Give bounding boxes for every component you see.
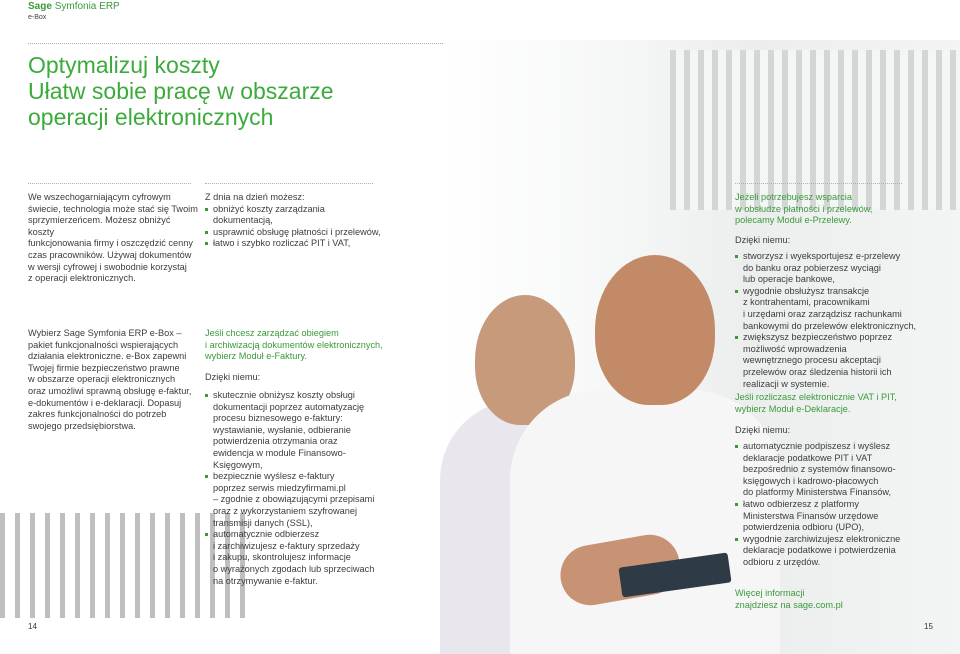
benefits-intro: Z dnia na dzień możesz: bbox=[205, 192, 305, 202]
efaktury-thanks: Dzięki niemu: bbox=[205, 372, 261, 382]
list-item: usprawnić obsługę płatności i przelewów, bbox=[205, 227, 385, 239]
efaktury-benefits bbox=[205, 390, 395, 587]
list-item: automatycznie podpiszesz i wyślesz deklaracje podatkowe PIT i VAT bezpośrednio z systemów finansowo- księgowych i kadrowo-płacowych do platformy Ministerstwa Finansów, bbox=[735, 441, 935, 499]
edeklaracje-recommendation: Jeśli rozliczasz elektronicznie VAT i PIT, wybierz Moduł e-Deklaracje. bbox=[735, 392, 897, 414]
list-item: wygodnie zarchiwizujesz elektroniczne deklaracje podatkowe i potwierdzenia odbioru z urzędów. bbox=[735, 534, 935, 569]
edeklaracje-thanks: Dzięki niemu: bbox=[735, 425, 791, 435]
edeklaracje-benefits bbox=[735, 441, 935, 569]
divider-col2 bbox=[205, 183, 373, 184]
list-item: zwiększysz bezpieczeństwo poprzez możliwość wprowadzenia wewnętrznego procesu akceptacji przelewów oraz śledzenia historii ich realizacji w systemie. bbox=[735, 332, 935, 390]
efaktury-recommendation: Jeśli chcesz zarządzać obiegiem i archiwizacją dokumentów elektronicznych, wybierz Moduł e-Faktury. bbox=[205, 328, 383, 362]
list-item: łatwo odbierzesz z platformy Ministerstwa Finansów urzędowe potwierdzenia odbioru (UPO), bbox=[735, 499, 935, 534]
list-item: skutecznie obniżysz koszty obsługi dokumentacji poprzez automatyzację procesu biznesowego e-faktury: wystawianie, wysłanie, odbieranie potwierdzenia otrzymania oraz ewidencja w module Finansowo- Księgowym, bbox=[205, 390, 395, 471]
page-headline: Optymalizuj koszty Ułatw sobie pracę w obszarze operacji elektronicznych bbox=[28, 52, 334, 130]
eprzelewy-benefits bbox=[735, 251, 935, 390]
divider-top bbox=[28, 43, 443, 44]
page-number-right: 15 bbox=[924, 622, 933, 631]
eprzelewy-recommendation: Jeżeli potrzebujesz wsparcia w obsłudze płatności i przelewów, polecamy Moduł e-Przelewy. bbox=[735, 192, 873, 226]
eprzelewy-thanks: Dzięki niemu: bbox=[735, 235, 791, 245]
list-item: łatwo i szybko rozliczać PIT i VAT, bbox=[205, 238, 385, 250]
benefits-block bbox=[205, 192, 385, 250]
more-info-link[interactable]: Więcej informacji znajdziesz na sage.com.pl bbox=[735, 588, 843, 610]
intro-paragraph: We wszechogarniającym cyfrowym świecie, technologia może stać się Twoim sprzymierzeńcem. Możesz obniżyć koszty funkcjonowania firmy i oszczędzić cenny czas pracowników. Używaj dokumentów w wersji cyfrowej i swobodnie korzystaj z operacji elektronicznych. bbox=[28, 192, 198, 284]
divider-col1 bbox=[28, 183, 191, 184]
list-item: wygodnie obsłużysz transakcje z kontrahentami, pracownikami i urzędami oraz zarządzisz rachunkami bankowymi do przelewów elektronicznych, bbox=[735, 286, 935, 332]
divider-col3 bbox=[735, 183, 902, 184]
ebox-paragraph: Wybierz Sage Symfonia ERP e-Box – pakiet funkcjonalności wspierających działania elektroniczne. e-Box zapewni Twojej firmie bezpieczeństwo prawne w obszarze operacji elektronicznych oraz umożliwi sprawną obsługę e-faktur, e-dokumentów i e-deklaracji. Dopasuj zakres funkcjonalności do potrzeb swojego przedsiębiorstwa. bbox=[28, 328, 192, 431]
brand-logo: Sage Symfonia ERP bbox=[28, 1, 120, 12]
list-item: bezpiecznie wyślesz e-faktury poprzez serwis miedzyfirmami.pl – zgodnie z obowiązującymi przepisami oraz z wykorzystaniem szyfrowanej transmisji danych (SSL), bbox=[205, 471, 395, 529]
product-subtitle: e-Box bbox=[28, 14, 47, 21]
list-item: stworzysz i wyeksportujesz e-przelewy do banku oraz pobierzesz wyciągi lub operacje bankowe, bbox=[735, 251, 935, 286]
list-item: obniżyć koszty zarządzania dokumentacją, bbox=[205, 204, 385, 227]
page-number-left: 14 bbox=[28, 622, 37, 631]
list-item: automatycznie odbierzesz i zarchiwizujesz e-faktury sprzedaży i zakupu, skontrolujesz informacje o wyrażonych zgodach lub sprzeciwach na otrzymywanie e-faktur. bbox=[205, 529, 395, 587]
